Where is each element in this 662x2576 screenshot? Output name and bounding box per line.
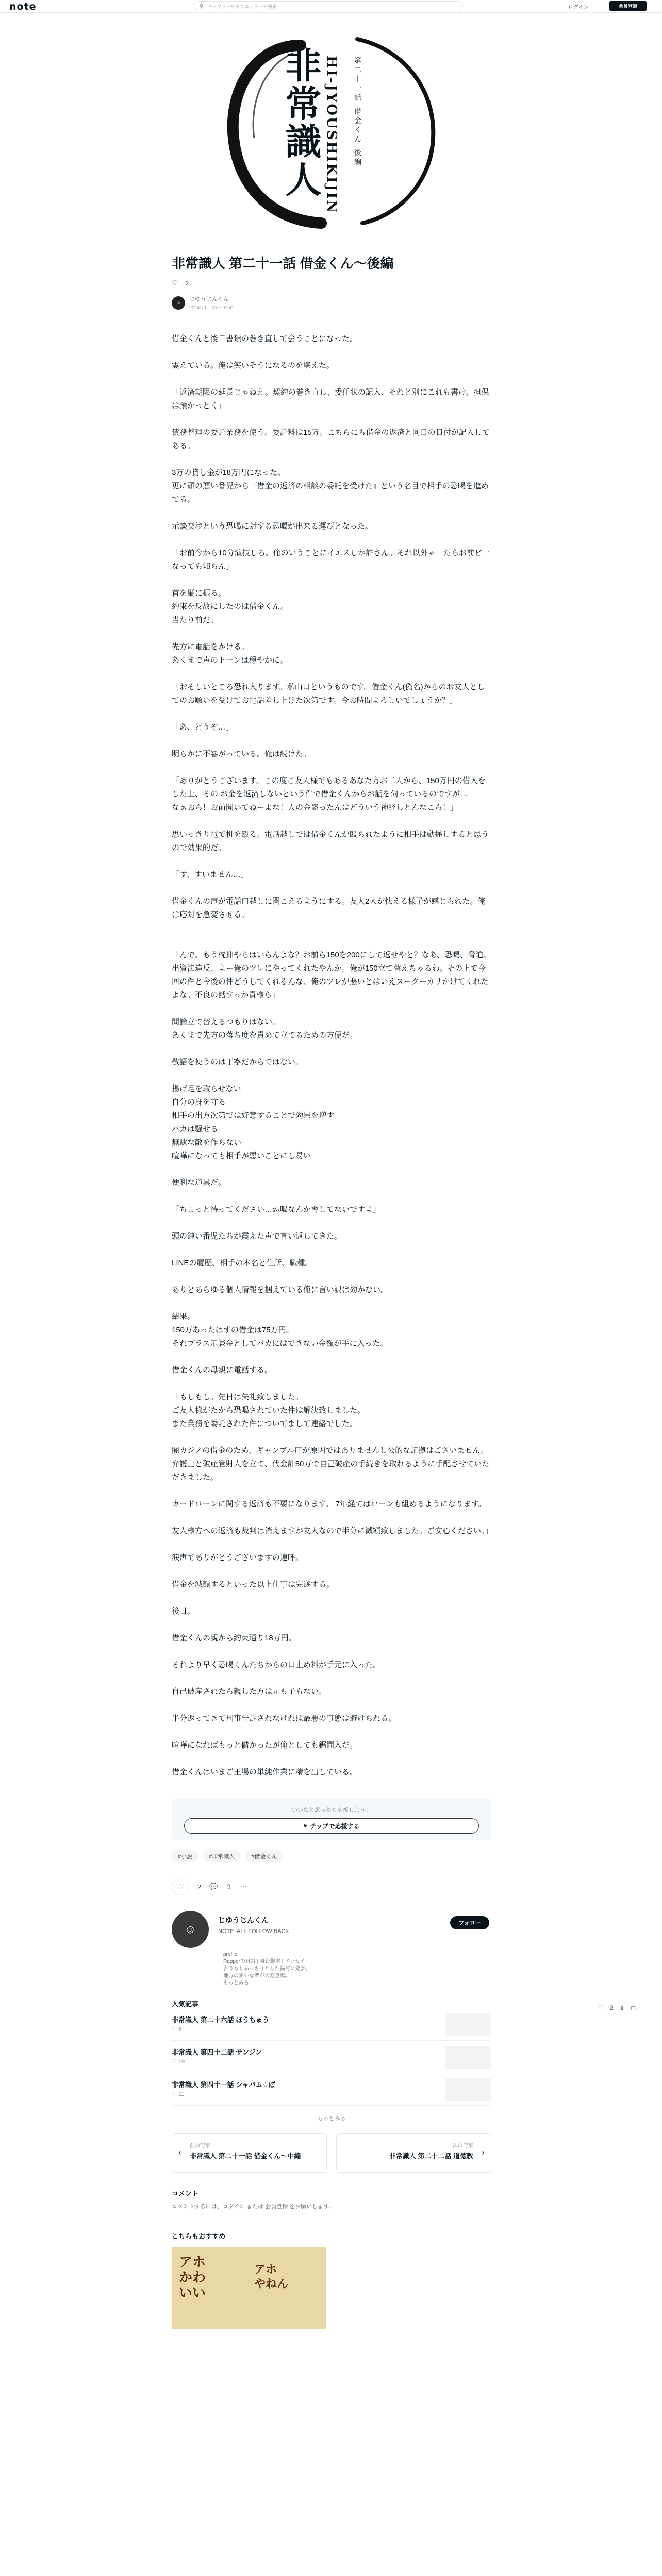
article-paragraph: 自分の身を守る xyxy=(172,1098,226,1107)
heart-coin-icon: ♥ xyxy=(303,1822,307,1830)
recommend-card-text-right: アホ やねん xyxy=(254,2263,289,2291)
popular-item-likes: ♡ 11 xyxy=(172,2091,185,2098)
article-paragraph: それより早く恐喝くんたちからの口止め料が手元に入った。 xyxy=(172,1660,381,1670)
popular-item[interactable] xyxy=(172,2073,491,2106)
article-navigation xyxy=(172,2133,491,2173)
article-paragraph: 「返済期限の延長じゃねえ。契約の巻き直し、委任状の記入、それと別にこれも書け。担保は預かっとく」 xyxy=(172,388,489,411)
next-label: 次の記事 xyxy=(453,2143,473,2149)
like-button[interactable]: ♡ xyxy=(172,1878,189,1895)
article-paragraph: 喧嘩になっても相手が悪いことにし易い xyxy=(172,1151,311,1161)
article-paragraph: 後日。 xyxy=(172,1607,195,1616)
article-paragraph: 借金くんと後日書類の巻き直しで会うことになった。 xyxy=(172,334,358,344)
article-paragraph xyxy=(172,1350,491,1364)
cover-subtitle-vertical: 第二十一話 借金くん 後編 xyxy=(353,57,361,167)
profile-description: profile: Rapperの日常 | 舞台脚本 | エッセイ 言うもしあっさりとした描写に定評。 地方の素朴な者が大変登場。 もっとみる xyxy=(223,1952,311,1987)
author-name[interactable]: じゆうじんくん xyxy=(189,296,229,303)
article-paragraph: 「あ、どうぞ…」 xyxy=(172,723,234,732)
article-title: 非常識人 第二十一話 借金くん〜後編 xyxy=(172,256,394,271)
article-paragraph: 「んで。もう枕抑やらはいらんよな？お前ら150を200にして返せやと？なあ、恐喝、脅迫、出資法違反、よー俺のツレにやってくれたやんか。俺が150立て替えちゃるわ。その上で今回の件と今後の件どうしてくれるんな、俺のツレが悪いとはいえヌーターカリかけてくれたよな。不良の話すっか責様ら」 xyxy=(172,951,491,1000)
article-paragraph: 「お前今から10分演技しろ。俺のいうことにイエスしか許さん。それ以外ゃ一たらお前ビ一なっても知らん」 xyxy=(172,549,490,571)
article-paragraph: 弁護士と破産管財人を立て、代金計50万で自己破産の手続きを取れるように手配させていただきました。 xyxy=(172,1460,490,1482)
heart-icon[interactable]: ♡ xyxy=(172,279,178,287)
popular-item-likes: ♡ 6 xyxy=(172,2026,182,2033)
article-paragraph: ありとあらゆる個人情報を掴えている俺に言い訳は効かない。 xyxy=(172,1285,389,1295)
tip-button-label: チップで応援する xyxy=(310,1822,360,1830)
article-paragraph: 「おそしいところ恐れ入ります。私山口というものです。借金くん(偽名)からのお友人としてのお願いを受けてお電話差し上げた次第です。今お時間よろしいでしょうか？」 xyxy=(172,683,485,705)
article-paragraph: 先方に電話をかける。 xyxy=(172,642,250,652)
article-paragraph: 「ありがとうございます。この度ご友人様でもあるあなた方お二人から、150万円の借入をした上、その お金を返済しないという件で借金くんからお話を伺っているのですが… xyxy=(172,776,486,799)
article-paragraph xyxy=(172,346,491,359)
article-paragraph: バカは騒せる xyxy=(172,1125,219,1134)
article-paragraph: 示談交渉という恐喝に対する恐喝が出来る運びとなった。 xyxy=(172,522,373,531)
profile-avatar[interactable]: ☺ xyxy=(172,1911,209,1948)
author-avatar[interactable]: ☺ xyxy=(172,296,185,310)
article-paragraph: 震えている。俺は笑いそうになるのを堪えた。 xyxy=(172,361,335,370)
recommend-card[interactable] xyxy=(172,2247,326,2329)
publish-date: 2024年1月30日 07:41 xyxy=(189,305,235,311)
article-column xyxy=(172,14,491,2329)
comment-login-prompt[interactable]: コメントするには、ログイン または 会員登録 をお願いします。 xyxy=(172,2204,335,2210)
article-paragraph: 友人様方への返済も裁判は消えますが友人なので半分に減額致しました。ご安心ください。」 xyxy=(172,1527,493,1536)
article-paragraph xyxy=(172,372,491,386)
article-paragraph xyxy=(172,882,491,895)
article-paragraph xyxy=(172,1699,491,1712)
article-paragraph xyxy=(172,1190,491,1203)
article-paragraph xyxy=(172,761,491,774)
popular-item-thumbnail[interactable] xyxy=(445,2046,491,2069)
article-paragraph: 「もしもし。先日は失礼致しました。 xyxy=(172,1393,304,1402)
next-article-link[interactable] xyxy=(336,2133,491,2173)
article-paragraph xyxy=(172,1377,491,1391)
article-paragraph: 敬語を使うのは丁寧だからではない。 xyxy=(172,1058,303,1067)
article-paragraph: 借金くんはいまご王場の単純作業に精を出している。 xyxy=(172,1768,358,1777)
article-paragraph xyxy=(172,627,491,640)
like-count-bottom: 2 xyxy=(197,1883,202,1891)
article-paragraph xyxy=(172,1270,491,1283)
share-icon[interactable]: ⇧ xyxy=(226,1883,232,1891)
article-paragraph: 明らかに不審がっている。俺は続けた。 xyxy=(172,750,311,759)
author-profile-card xyxy=(172,1911,491,1988)
article-paragraph xyxy=(172,1591,491,1605)
search-box[interactable] xyxy=(194,1,463,11)
article-body xyxy=(172,332,491,1779)
login-link[interactable]: ログイン xyxy=(568,5,589,10)
article-paragraph xyxy=(172,573,491,587)
article-paragraph xyxy=(172,734,491,748)
article-paragraph: 「ちょっと待ってください…恐喝なんか脅してないですよ」 xyxy=(172,1205,381,1214)
article-paragraph: あくまで声のトーンは穏やかに。 xyxy=(172,656,288,665)
side-like-count: 2 xyxy=(609,2004,614,2011)
article-paragraph: 借金くんの親から約束通り18万円。 xyxy=(172,1634,296,1643)
top-bar xyxy=(0,0,662,13)
recommend-card-text-left: アホ かわ いい xyxy=(179,2254,206,2301)
article-paragraph: 3万の貸し金が18万円になった。 xyxy=(172,468,286,478)
article-paragraph: 闇カジノの借金のため、ギャンブル圧が原因ではありませんし公的な証拠はございません。 xyxy=(172,1446,489,1455)
article-paragraph: 150万あったはずの借金は75万円。 xyxy=(172,1326,294,1335)
article-paragraph xyxy=(172,1243,491,1257)
author-block[interactable] xyxy=(172,295,491,311)
article-paragraph: 頭の鈍い番児たちが震えた声で言い返してきた。 xyxy=(172,1232,342,1241)
side-like-icon[interactable]: ♡ xyxy=(598,2004,604,2011)
chevron-left-icon: ‹ xyxy=(178,2148,181,2158)
article-paragraph: 首を縦に振る。 xyxy=(172,589,226,598)
article-paragraph xyxy=(172,413,491,426)
action-bar xyxy=(172,1878,491,1895)
article-paragraph xyxy=(172,855,491,868)
like-count: 2 xyxy=(185,279,189,287)
prev-title: 非常識人 第二十一話 借金くん〜中編 xyxy=(190,2152,301,2160)
article-paragraph: 自己破産されたら親した方は元も子もない。 xyxy=(172,1687,327,1697)
tip-button[interactable] xyxy=(184,1818,479,1834)
article-paragraph: 約束を反故にしたのは借金くん。 xyxy=(172,602,288,612)
chevron-right-icon: › xyxy=(482,2148,485,2158)
comment-icon[interactable]: 💬 xyxy=(209,1883,218,1891)
search-placeholder: キーワードやクリエイターで検索 xyxy=(207,4,277,9)
side-action-bar xyxy=(598,2004,636,2011)
profile-name[interactable]: じゆうじんくん xyxy=(218,1916,269,1925)
article-paragraph xyxy=(172,1725,491,1739)
article-paragraph xyxy=(172,1042,491,1056)
article-paragraph xyxy=(172,1672,491,1685)
article-paragraph xyxy=(172,1645,491,1658)
article-paragraph: 涙声でありがとうございますの連呼。 xyxy=(172,1553,304,1563)
popular-heading: 人気記事 xyxy=(172,2000,199,2008)
article-paragraph: 更に頭の悪い番児から『借金の返済の相談の委託を受けた』という名目で相手の恐喝を進めてる。 xyxy=(172,482,489,504)
article-paragraph: 借金くんの声が電話口越しに聞こえるようにする。友人2人が怯える様子が感じられた。俺は応対を急変させる。 xyxy=(172,897,486,920)
cover-image xyxy=(172,14,491,241)
article-paragraph: 結果。 xyxy=(172,1312,195,1321)
article-paragraph: また業務を委託された件についてまして連絡でした。 xyxy=(172,1419,357,1429)
article-paragraph: 喧嘩になればもっと儲かったが俺としても鋸問入だ。 xyxy=(172,1741,358,1750)
signup-button[interactable]: 会員登録 xyxy=(609,1,647,11)
cover-title-vertical: 非常識人 xyxy=(279,46,322,199)
article-paragraph xyxy=(172,707,491,721)
article-paragraph: 債務整理の委託業務を使う。委託料は15万。こちらにも借金の返済と同日の日付が記入してある。 xyxy=(172,428,490,451)
article-paragraph xyxy=(172,815,491,828)
popular-item-title[interactable]: 非常識人 第二十六話 ほうちゅう xyxy=(172,2016,270,2024)
article-paragraph: 相手の出方次第では好意することで効果を増す xyxy=(172,1111,335,1121)
article-paragraph xyxy=(172,935,491,948)
side-share-icon[interactable]: ⇧ xyxy=(619,2004,625,2011)
prev-label: 前の記事 xyxy=(190,2143,210,2149)
article-paragraph xyxy=(172,1069,491,1082)
article-paragraph: 「す、すいません…」 xyxy=(172,870,249,879)
article-paragraph xyxy=(172,453,491,466)
article-paragraph xyxy=(172,1297,491,1310)
article-paragraph xyxy=(172,922,491,935)
note-logo[interactable]: note xyxy=(9,1,37,12)
article-paragraph: 思いっきり電で机を殴る。電話越しでは借金くんが殴られたように相手は動揺しすると思うので効果的だ。 xyxy=(172,830,489,853)
tag-item[interactable]: #小説 xyxy=(172,1850,198,1862)
magnifier-icon: ⚲ xyxy=(200,3,204,9)
article-paragraph xyxy=(172,1565,491,1578)
popular-item-likes: ♡ 19 xyxy=(172,2059,185,2065)
support-question: いいなと思ったら応援しよう！ xyxy=(292,1807,371,1814)
popular-item-thumbnail[interactable] xyxy=(445,2013,491,2036)
article-paragraph xyxy=(172,1002,491,1015)
prev-article-link[interactable] xyxy=(172,2133,327,2173)
follow-button[interactable]: フォロー xyxy=(450,1916,489,1929)
cover-roman-vertical: HI-JYOUSHIKIJIN xyxy=(324,56,339,214)
article-paragraph: なぁおら！お前聞いてねーよな！人の金盗ったんはどういう神経しとんなこら！」 xyxy=(172,803,458,812)
tag-list xyxy=(172,1850,491,1862)
article-paragraph: 無駄な敵を作らない xyxy=(172,1138,242,1147)
popular-item[interactable] xyxy=(172,2041,491,2073)
popular-more-link[interactable]: もっとみる xyxy=(317,2115,346,2122)
article-paragraph xyxy=(172,1216,491,1230)
article-paragraph: 当たり前だ。 xyxy=(172,616,219,625)
popular-item-title[interactable]: 非常識人 第四十二話 サンジン xyxy=(172,2048,262,2057)
support-box xyxy=(172,1799,491,1840)
tag-item[interactable]: #非常識人 xyxy=(203,1850,241,1862)
article-paragraph: 問論立て替えるつもりはない。 xyxy=(172,1018,280,1027)
article-paragraph: 半分返ってきて刑事告訴されなければ最悪の事態は避けられる。 xyxy=(172,1714,396,1723)
popular-item[interactable] xyxy=(172,2008,491,2041)
article-paragraph xyxy=(172,1618,491,1632)
article-paragraph: それプラス示談金としてバカにはできない金額が手に入った。 xyxy=(172,1339,388,1348)
article-paragraph: 揚げ足を取らせない xyxy=(172,1084,241,1094)
article-paragraph xyxy=(172,1163,491,1176)
tag-item[interactable]: #借金くん xyxy=(245,1850,283,1862)
article-paragraph xyxy=(172,667,491,681)
article-paragraph: 借金を減額するといった以上仕事は完遂する。 xyxy=(172,1580,335,1589)
article-paragraph: 便利な道具だ。 xyxy=(172,1178,226,1188)
article-paragraph xyxy=(172,1752,491,1766)
side-bookmark-icon[interactable]: ◻ xyxy=(631,2004,636,2011)
article-paragraph: ご友人様がたから恐喝されていた件は解決致しました。 xyxy=(172,1406,366,1415)
article-paragraph: あくまで先方の落ち度を責めて立てるための方便だ。 xyxy=(172,1031,358,1040)
article-paragraph xyxy=(172,1538,491,1551)
more-icon[interactable]: ⋯ xyxy=(240,1883,247,1891)
like-summary[interactable] xyxy=(172,279,491,287)
popular-item-thumbnail[interactable] xyxy=(445,2078,491,2101)
article-paragraph xyxy=(172,1511,491,1524)
article-paragraph xyxy=(172,1484,491,1498)
next-title: 非常識人 第二十二話 道徳教 xyxy=(389,2152,473,2160)
article-paragraph: カードローンに関する返済も不要になります。 7年経てばローンも組めるようになります。 xyxy=(172,1500,486,1509)
article-paragraph: 借金くんの母親に電話する。 xyxy=(172,1366,273,1375)
comment-heading: コメント xyxy=(172,2190,199,2198)
article-paragraph xyxy=(172,1431,491,1444)
profile-bio: NOTE: ALL FOLLOW BACK xyxy=(218,1928,289,1935)
article-paragraph xyxy=(172,506,491,520)
article-paragraph: LINEの履歴、相手の本名と住所、職種。 xyxy=(172,1259,313,1268)
popular-item-title[interactable]: 非常識人 第四十一話 シャバム☆ぽ xyxy=(172,2081,275,2089)
article-paragraph xyxy=(172,533,491,547)
recommend-heading: こちらもおすすめ xyxy=(172,2232,226,2241)
